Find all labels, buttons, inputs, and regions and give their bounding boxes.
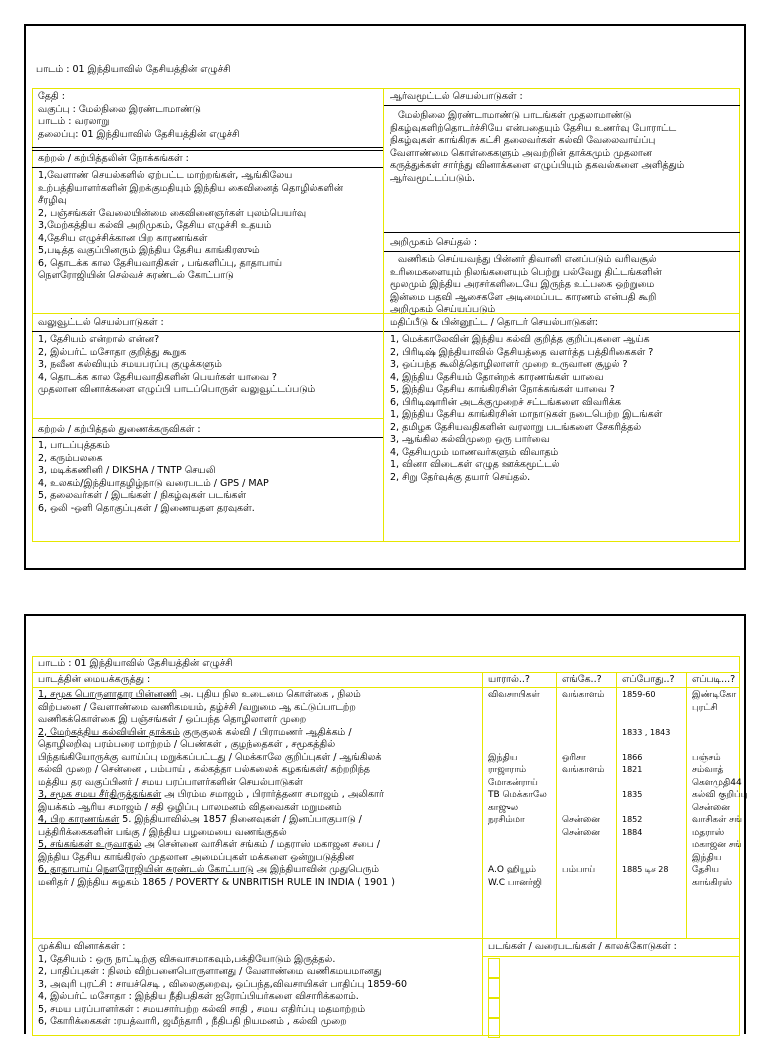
objective-item: 1,வேளாண் செயல்களில் ஏற்பட்ட மாற்றங்கள், ஆங்கிலேய [38, 170, 293, 181]
where-cell [562, 852, 610, 865]
when-cell [622, 877, 680, 890]
reinforce-title: வலுவூட்டல் செயல்பாடுகள் : [38, 317, 164, 328]
who-column [482, 687, 556, 891]
questions-section [32, 939, 482, 1031]
evaluation-item: 1, மெக்காலேவின் இந்திய கல்வி குறித்த குறிப்புகளை ஆய்க [390, 334, 650, 345]
concept-heading: 3, சமூக சமய சீர்திருத்தங்கள் [38, 789, 162, 800]
concept-text: கல்வி முறை / சென்னை , பம்பாய் , கல்கத்தா பல்கலைக் கழகங்கள்/ கற்றறிந்த [38, 764, 370, 775]
intro-line: மூலமும் இந்திய அரசர்களிடையே இருந்த உட்பகை ஒற்றுமை [390, 279, 655, 290]
when-cell [622, 714, 680, 727]
evaluation-item: 3, ஆங்கில கல்விமுறை ஒரு பார்வை [390, 434, 550, 445]
motivation-section [384, 89, 740, 106]
who-cell: ராஜாராம் [488, 765, 527, 775]
motivation-line: நிகழ்வுகளிற்தொடர்ச்சியே என்பதையும் தேசிய உணர்வு போராட்ட [390, 122, 677, 134]
when-cell: 1884 [622, 827, 643, 837]
when-cell: 1835 [622, 790, 643, 799]
concept-heading: 4, பிற காரணங்கள் [38, 814, 120, 825]
concept-line [38, 877, 476, 890]
question-item: 4, இல்பர்ட் மசோதா : இந்திய நீதிபதிகள் ஐரோப்பியர்களை விசாரிக்கலாம். [38, 991, 359, 1002]
concept-line [38, 839, 476, 852]
who-cell [488, 702, 550, 715]
how-cell: வாசிகள் சங் [692, 815, 742, 825]
where-cell [562, 727, 610, 740]
when-cell: 1852 [622, 815, 643, 824]
concept-text: தொழிலறிவு பரம்பரை மாற்றம் / பெண்கள் , குழந்தைகள் , சமூகத்தில் [38, 739, 336, 750]
tool-item: 2, கரும்பலகை [38, 452, 103, 464]
concept-line [38, 789, 476, 802]
how-cell: தேசிய [692, 865, 720, 875]
intro-line: இன்மை பதவி ஆசைகளே அடிமைப்பட காரணம் என்பதி கூறி [390, 291, 657, 303]
who-header: யாரால்..? [488, 674, 530, 685]
evaluation-item: 5, இந்திய தேசிய காங்கிரசின் நோக்கங்கள் யாவை ? [390, 384, 615, 395]
who-cell [488, 727, 550, 740]
where-cell [562, 877, 610, 890]
when-cell: 1866 [622, 752, 643, 762]
reinforce-item: 3, நவீன கல்வியும் சமயபரப்பு குழுக்களும் [38, 359, 222, 370]
reinforce-item: 1, தேசியம் என்றால் என்ன? [38, 334, 160, 345]
how-cell: பஞ்சம் [692, 752, 721, 763]
how-cell: இண்டிகோ [692, 690, 737, 700]
picture-slot [488, 1018, 500, 1038]
objective-item: 5,படித்த வகுப்பினரும் இந்திய தேசிய காங்கிரஸும் [38, 245, 260, 256]
evaluation-item: 1, இந்திய தேசிய காங்கிரசின் மாநாடுகள் நடைபெற்ற இடங்கள் [390, 409, 663, 420]
evaluation-list [384, 332, 740, 486]
intro-line: வணிகம் செய்யவந்து பின்னர் திவானி எனப்படும் வரிவசூல் [398, 254, 657, 265]
date-label: தேதி : [38, 91, 65, 102]
where-cell [562, 702, 610, 715]
subject-label: பாடம் : வரலாறு [38, 116, 110, 127]
concept-text: வணிகக்கொள்கை இ பஞ்சங்கள் / ஒப்பந்த தொழிலாளர் முறை [38, 714, 307, 725]
where-cell: சென்னை [562, 827, 600, 838]
pictures-title: படங்கள் / வரைபடங்கள் / காலக்கோடுகள் : [488, 941, 677, 952]
question-item: 1, தேசியம் : ஒரு நாட்டிற்கு விசுவாசமாகவும்,பக்தியோடும் இருத்தல். [38, 953, 336, 965]
intro-title: அறிமுகம் செய்தல் : [390, 237, 478, 248]
reinforce-list [32, 332, 383, 399]
who-cell [488, 714, 550, 727]
intro-line: உரிமைகளையும் நிலங்களையும் பெற்று பல்வேறு திட்டங்களின் [390, 266, 662, 278]
who-cell: நரசிம்மா [488, 815, 525, 825]
who-cell: இந்திய [488, 752, 518, 763]
motivation-title: ஆர்வமூட்டல் செயல்பாடுகள் : [390, 91, 523, 102]
concept-line [38, 689, 476, 702]
concept-text: மத்திய தர வகுப்பினர் / சமய பரப்பாளர்களின் செயல்பாடுகள் [38, 776, 303, 788]
page2-title: பாடம் : 01 இந்தியாவில் தேசியத்தின் எழுச்சி [38, 658, 233, 669]
how-cell: கல்வி குறிப்பு [692, 790, 748, 800]
concept-line [38, 814, 476, 827]
intro-line: அறிமுகம் செய்யப்படும் [390, 304, 496, 315]
evaluation-title: மதிப்பீடு & பின்னூட்ட / தொடர் செயல்பாடுகள்: [390, 317, 598, 328]
where-cell [562, 839, 610, 852]
where-cell [562, 802, 610, 815]
lesson-plan-page-2 [24, 614, 746, 1034]
motivation-line: வேளாண்மை கொள்கைகளும் அவற்றின் தாக்கமும் முதலான [390, 147, 653, 159]
who-cell [488, 852, 550, 865]
evaluation-item: 3, ஒப்பந்த கூலித்தொழிலாளர் முறை உருவான சூழல் ? [390, 359, 628, 370]
concept-text: பத்திரிக்கைகளின் பங்கு / இந்திய பழமையை வணங்குதல் [38, 826, 287, 838]
where-cell [562, 789, 610, 802]
how-cell: மதராஸ் [692, 827, 725, 838]
picture-slot [488, 998, 500, 1018]
concept-line [38, 802, 476, 815]
objective-item: சீரழிவு [38, 195, 67, 206]
objectives-title: கற்றல் / கற்பித்தலின் நோக்கங்கள் : [38, 153, 189, 164]
where-cell: ஒரிசா [562, 752, 586, 763]
objective-item: 3,மேற்கத்திய கல்வி அறிமுகம், தேசிய எழுச்சி உதயம் [38, 220, 272, 231]
objective-item: 2, பஞ்சங்கள் வேலையின்மை கைவினைஞர்கள் புலம்பெயர்வு [38, 207, 307, 219]
evaluation-item: 6, பிரிடிஷாரின் அடக்குமுறைச் சட்டங்களை விவரிக்க [390, 396, 621, 408]
reinforce-item: முதலான வினாக்களை எழுப்பி பாடப்பொருள் வலுவூட்டப்படும் [38, 384, 316, 395]
class-label: வகுப்பு : மேல்நிலை இரண்டாமாண்டு [38, 103, 201, 115]
how-cell: கௌமுதி44 [692, 777, 742, 788]
objective-item: 6, தொடக்க கால தேசியவாதிகள் , பங்களிப்பு, தாதாபாய் [38, 257, 283, 269]
evaluation-item: 4, இந்திய தேசியம் தோன்றக் காரணங்கள் யாவை [390, 371, 604, 383]
intro-section [384, 235, 740, 252]
concept-heading: 6, தாதாபாய் நௌரோஜியின் சுரண்டல் கோட்பாடு [38, 864, 254, 875]
how-column [686, 687, 748, 891]
concept-heading: 5, சங்கங்கள் உருவாதல் [38, 839, 142, 850]
when-cell [622, 702, 680, 715]
where-cell: சென்னை [562, 815, 600, 825]
when-cell: 1859-60 [622, 690, 656, 699]
questions-title: முக்கிய வினாக்கள் : [38, 941, 126, 952]
concept-line [38, 714, 476, 727]
question-item: 5, சமய பரப்பாளர்கள் : சமயசார்பற்ற கல்வி சாதி , சமய எதிர்ப்பு மதமாற்றம் [38, 1003, 366, 1015]
when-cell: 1833 , 1843 [622, 727, 671, 737]
where-cell: பம்பாய் [562, 865, 596, 875]
how-cell [692, 714, 734, 727]
tools-list [32, 438, 383, 517]
who-cell: காஜுல [488, 802, 519, 813]
when-cell: 1885 டிச 28 [622, 865, 669, 874]
when-header: எப்போது..? [622, 674, 675, 685]
concept-text: விற்பனை / வேளாண்மை வணிகமயம், தழ்ச்சி /வறுமை ஆ கட்டுப்பாடற்ற [38, 701, 356, 713]
tools-title: கற்றல் / கற்பித்தல் துணைக்கருவிகள் : [38, 424, 201, 435]
tool-item: 3, மடிக்கணினி / DIKSHA / TNTP செயலி [38, 465, 216, 476]
concept-text: அ பிரம்ம சமாஜம் , பிரார்த்தனா சமாஜம் , அலிகார் [161, 789, 384, 800]
question-item: 2, பாதிப்புகள் : நிலம் விற்பனைபொருளானது / வேளாண்மை வணிகமயமானது [38, 966, 382, 977]
who-cell: A.O ஹியூம் [488, 865, 537, 875]
core-concept-header: பாடத்தின் மையக்கருத்து : [38, 674, 151, 685]
who-cell: W.C பானர்ஜி [488, 877, 542, 888]
how-cell: காங்கிரஸ் [692, 877, 733, 888]
who-cell [488, 739, 550, 752]
concept-text: குருகுலக் கல்வி / பிராமணர் ஆதிக்கம் / [179, 726, 352, 738]
how-cell: மகாஜன சங் [692, 840, 742, 850]
how-cell: இந்திய [692, 852, 722, 863]
when-cell [622, 777, 680, 790]
who-cell [488, 839, 550, 852]
objectives-list [32, 168, 383, 285]
where-cell: வங்காளம் [562, 765, 605, 775]
concept-line [38, 864, 476, 877]
objectives-section [32, 151, 383, 168]
concept-text: அ சென்னை வாசிகள் சங்கம் / மதராஸ் மகாஜன சபை / [141, 839, 380, 850]
who-cell: விவசாயிகள் [488, 690, 540, 700]
evaluation-item: 2, தமிழக தேசியவதிகளின் வரலாறு படங்களை சேகரித்தல் [390, 421, 642, 433]
lesson-plan-page-1 [24, 24, 746, 570]
objective-item: உற்பத்தியாளர்களின் இறக்குமதியும் இந்திய கைவினைத் தொழில்களின் [38, 182, 344, 194]
tool-item: 5, தலைவர்கள் / இடங்கள் / நிகழ்வுகள் படங்கள் [38, 490, 247, 501]
evaluation-section [384, 315, 740, 332]
topic-label: தலைப்பு: 01 இந்தியாவில் தேசியத்தின் எழுச்சி [38, 128, 240, 140]
motivation-line: ஆர்வமூட்டப்படும். [390, 172, 475, 184]
when-cell [622, 852, 680, 865]
motivation-line: நிகழ்வுகள் காங்கிரசு கட்சி தலைவர்கள் கல்வி வேலைவாய்ப்பு [390, 135, 656, 146]
concept-line [38, 827, 476, 840]
intro-list [384, 252, 740, 319]
when-cell: 1821 [622, 765, 643, 774]
who-cell: மோகன்ராய் [488, 777, 538, 788]
concept-text: மனிதர் / இந்திய சுழகம் 1865 / POVERTY & UNBRITISH RULE IN INDIA ( 1901 ) [38, 876, 395, 888]
concept-text: அ. புதிய நில உடைமை கொள்கை , நிலம் [177, 689, 361, 700]
evaluation-item: 2, சிறு தேர்வுக்கு தயார் செய்தல். [390, 471, 531, 483]
concept-text: 5. இந்தியாவில்அ 1857 நினைவுகள் / இனப்பாகுபாடு / [119, 814, 362, 825]
concept-text: இயக்கம் ஆரிய சமாஜம் / சதி ஒழிப்பு பாலமனம் விதவைகள் மறுமனம் [38, 801, 342, 813]
who-cell [488, 827, 550, 840]
concept-text: பிந்தங்கியோருக்கு வாய்ப்பு மறுக்கப்பட்டது / மெக்காலே குறிப்புகள் / ஆங்கிலக் [38, 751, 382, 763]
picture-slot [488, 978, 500, 998]
where-cell [562, 714, 610, 727]
question-item: 6, கோரிக்கைகள் :ரயத்வாரி, ஜமீந்தாரி , நீதிபதி நியமனம் , கல்வி முறை [38, 1016, 347, 1027]
meta-block [32, 89, 383, 143]
how-cell: புரட்சி [692, 702, 718, 713]
when-column [616, 687, 686, 891]
when-cell [622, 802, 680, 815]
who-cell: TB மெக்காலே [488, 790, 547, 800]
pictures-section [482, 939, 740, 956]
tool-item: 4, உலகம்/இந்தியாதழிழ்நாடு வரைபடம் / GPS / MAP [38, 477, 269, 489]
concept-heading: 2, மேற்கத்திய கல்வியின் தாக்கம் [38, 726, 180, 738]
concept-heading: 1, சமூக பொருளாதார பின்னணி [38, 689, 178, 700]
question-item: 3, அவுரி புரட்சி : சாயச்செடி , விலைகுறைவு, ஒப்பந்த,விவசாயிகள் பாதிப்பு 1859-60 [38, 978, 407, 990]
concept-text: இந்திய தேசிய காங்கிரஸ் முதலான அமைப்புகள் மக்களை ஒன்றுபடுத்தின [38, 851, 355, 863]
objective-item: 4,தேசிய எழுச்சிக்கான பிற காரணங்கள் [38, 232, 208, 244]
concept-line [38, 752, 476, 765]
how-header: எப்படி...? [692, 674, 736, 685]
concept-line [38, 702, 476, 715]
where-header: எங்கே..? [562, 674, 602, 685]
concept-line [38, 739, 476, 752]
objective-item: நௌரோஜியின் செல்வச் சுரண்டல் கோட்பாடு [38, 270, 234, 281]
motivation-line: மேல்நிலை இரண்டாமாண்டு பாடங்கள் முதலாமாண்டு [398, 110, 632, 121]
tool-item: 6, ஒலி -ஒளி தொகுப்புகள் / இணையதள தரவுகள். [38, 502, 255, 514]
concept-line [38, 852, 476, 865]
where-cell: வங்காளம் [562, 690, 605, 700]
motivation-line: கருத்துக்கள் சார்ந்து வினாக்களை எழுப்பியும் தகவல்களை அளித்தும் [390, 160, 685, 171]
reinforce-section [32, 315, 383, 332]
how-cell [692, 727, 734, 740]
motivation-list [384, 108, 740, 187]
how-cell: சம்வாத் [692, 765, 724, 775]
evaluation-item: 4, தேசியமும் மாணவர்களும் விவாதம் [390, 446, 559, 458]
where-cell [562, 739, 610, 752]
where-cell [562, 777, 610, 790]
concept-text: அ இந்தியாவின் முதுபெரும் [253, 864, 379, 875]
how-cell [692, 739, 734, 752]
core-concept-body [32, 687, 482, 891]
how-cell: சென்னை [692, 802, 730, 813]
reinforce-item: 4, தொடக்க கால தேசியவாதிகளின் பெயர்கள் யாவை ? [38, 371, 277, 383]
page1-title: பாடம் : 01 இந்தியாவில் தேசியத்தின் எழுச்சி [36, 64, 231, 75]
where-column [556, 687, 616, 891]
when-cell [622, 739, 680, 752]
when-cell [622, 839, 680, 852]
concept-line [38, 777, 476, 790]
evaluation-item: 2, பிரிடிஷ் இந்தியாவில் தேசியத்தை வளர்த்த பத்திரிகைகள் ? [390, 346, 654, 358]
picture-slot [488, 958, 500, 978]
evaluation-item: 1, வினா விடைகள் எழுத ஊக்கமூட்டல் [390, 459, 560, 470]
concept-line [38, 727, 476, 740]
tool-item: 1, பாடப்புத்தகம் [38, 440, 110, 451]
reinforce-item: 2, இல்பர்ட் மசோதா குறித்து கூறுக [38, 346, 187, 358]
concept-line [38, 764, 476, 777]
